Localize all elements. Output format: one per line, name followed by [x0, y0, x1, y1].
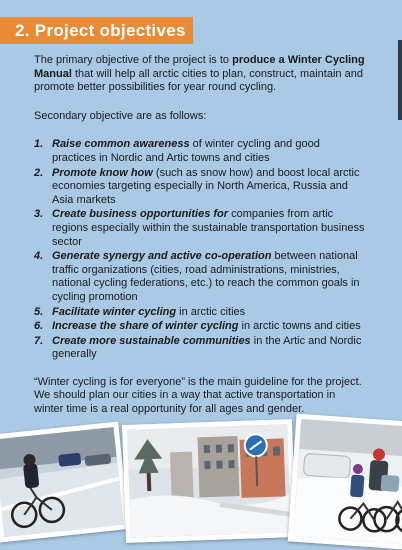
objective-text: of winter cycling and good practices in Nordic and Artic towns and cities	[52, 138, 320, 164]
objective-item	[34, 167, 366, 208]
objective-text: in arctic cities	[176, 305, 246, 318]
family-winter-cycling-icon	[293, 419, 402, 545]
objectives-list	[34, 138, 366, 362]
objective-number: 3.	[34, 208, 44, 221]
objective-number: 7.	[34, 334, 44, 347]
objective-item	[34, 250, 366, 304]
closing-paragraph: “Winter cycling is for everyone” is the main guideline for the project. We should plan our cities in a way that active transportation in winter time is a real opportunity for all ages and gender.	[34, 375, 362, 416]
intro-highlight: produce a Winter Cycling Manual	[34, 54, 365, 80]
objective-title: Raise common awareness	[52, 138, 190, 151]
objective-item	[34, 208, 366, 249]
objective-item	[34, 306, 366, 320]
objectives-content	[34, 54, 366, 432]
intro-paragraph	[34, 54, 366, 95]
objective-number: 6.	[34, 320, 44, 333]
objective-text: between national traffic organizations (cities, road administrations, ministries, national cycling federations, etc.) to reach the common goals in cycling promotion	[52, 250, 360, 303]
page-edge-decoration	[398, 40, 402, 120]
objective-title: Increase the share of winter cycling	[52, 320, 239, 333]
intro-text-end: that will help all arctic cities to plan, construct, maintain and promote better possibilities for year round cycling.	[34, 67, 363, 94]
objective-text: in the Artic and Nordic generally	[52, 334, 362, 361]
objective-number: 2.	[34, 166, 44, 179]
objective-text: (such as snow how) and boost local arctic economies targeting especially in North America, Russia and Asia markets	[52, 166, 360, 206]
objective-title: Create more sustainable communities	[52, 334, 251, 347]
objective-title: Facilitate winter cycling	[52, 305, 177, 318]
objective-item	[34, 335, 366, 362]
secondary-intro: Secondary objective are as follows:	[34, 109, 207, 122]
objective-text: companies from artic regions especially within the sustainable transportation business sector	[52, 208, 365, 248]
snowy-town-street-photo	[122, 419, 296, 543]
section-header	[0, 17, 193, 44]
snowy-town-street-icon	[127, 424, 291, 538]
objective-number: 5.	[34, 305, 44, 318]
winter-cyclist-street-photo	[0, 422, 129, 543]
objective-title: Create business opportunities for	[52, 208, 229, 221]
objective-title: Promote know how	[52, 166, 153, 179]
objective-number: 4.	[34, 250, 44, 263]
objective-text: in arctic towns and cities	[238, 320, 361, 333]
section-title: 2. Project objectives	[15, 21, 186, 40]
photo-strip	[0, 418, 402, 549]
winter-cyclist-street-icon	[0, 427, 124, 537]
objective-item	[34, 138, 366, 165]
objective-item	[34, 320, 366, 334]
objective-number: 1.	[34, 138, 44, 151]
intro-text-start: The primary objective of the project is to	[34, 54, 233, 66]
family-winter-cycling-photo	[288, 414, 402, 550]
objective-title: Generate synergy and active co-operation	[52, 250, 272, 263]
